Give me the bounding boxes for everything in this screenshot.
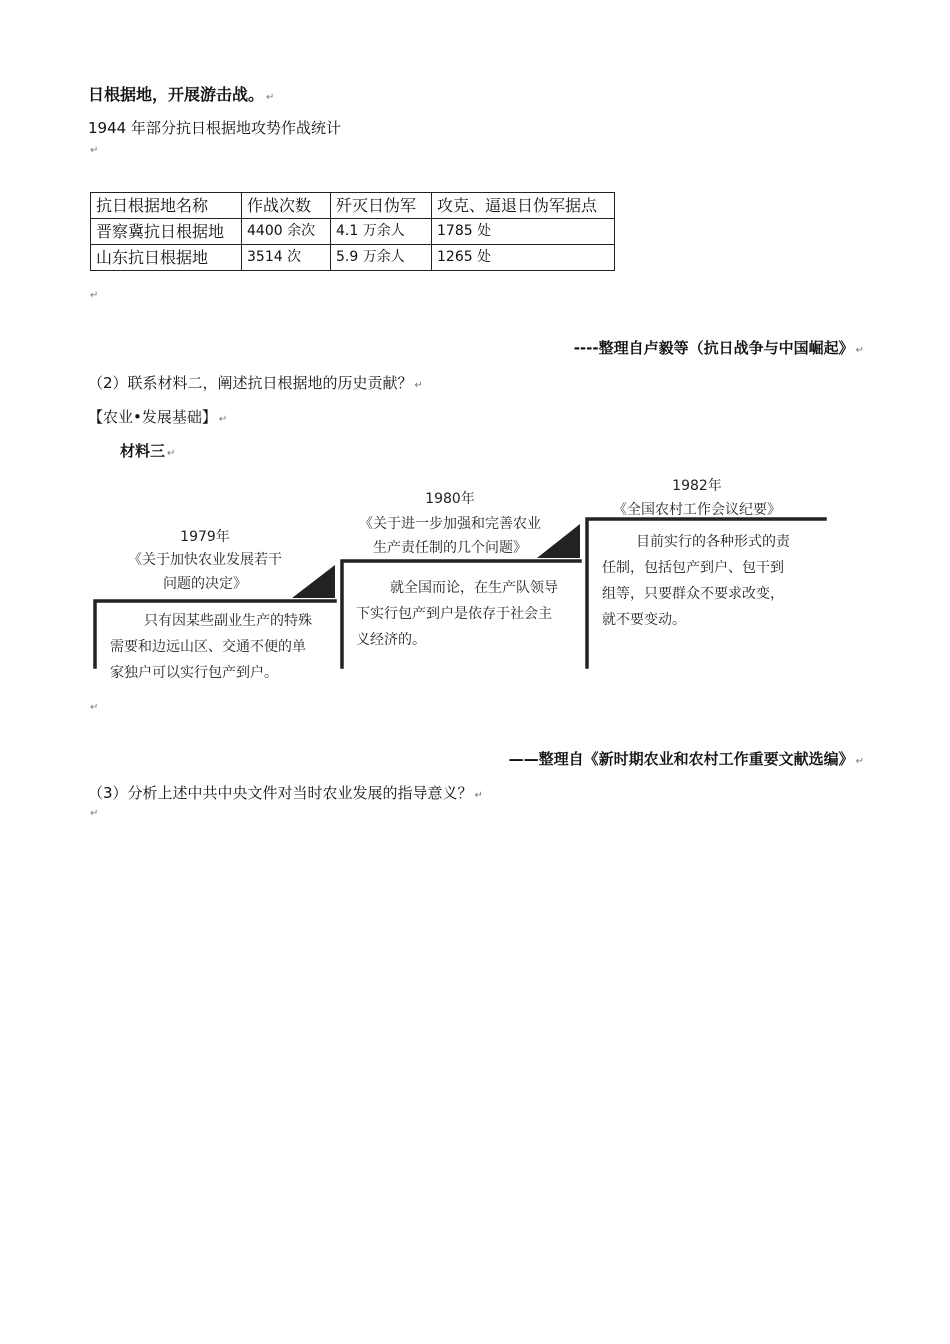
question-3: （3）分析上述中共中央文件对当时农业发展的指导意义？ ↵ [88, 784, 483, 802]
paragraph-mark: ↵ [90, 702, 99, 713]
source-citation-1: ----整理自卢毅等（抗日战争与中国崛起》 ↵ [573, 339, 864, 357]
paragraph-mark: ↵ [90, 145, 99, 156]
table-header-cell: 抗日根据地名称 [91, 193, 242, 219]
question-2: （2）联系材料二，阐述抗日根据地的历史贡献？ ↵ [88, 374, 423, 392]
table-cell: 晋察冀抗日根据地 [91, 219, 242, 245]
table-cell: 4.1 万余人 [331, 219, 432, 245]
timeline-text-1980: 就全国而论，在生产队领导 下实行包产到户是依存于社会主 义经济的。 [356, 580, 558, 648]
table-header-cell: 歼灭日伪军 [331, 193, 432, 219]
timeline-year-1980: 1980年 [425, 491, 475, 507]
material-3-label: 材料三 ↵ [120, 442, 176, 460]
table-cell: 山东抗日根据地 [91, 245, 242, 271]
table-header-cell: 攻克、逼退日伪军据点 [432, 193, 615, 219]
table-cell: 4400 余次 [242, 219, 331, 245]
timeline-title-1982: 《全国农村工作会议纪要》 [613, 502, 781, 518]
table-cell: 3514 次 [242, 245, 331, 271]
section-header: 【农业•发展基础】 ↵ [88, 408, 228, 426]
source-citation-2: ——整理自《新时期农业和农村工作重要文献选编》 ↵ [508, 750, 864, 768]
timeline-year-1979: 1979年 [180, 529, 230, 545]
table-header-cell: 作战次数 [242, 193, 331, 219]
intro-line: 日根据地，开展游击战。 ↵ [88, 85, 275, 104]
timeline-text-1979: 只有因某些副业生产的特殊 需要和边远山区、交通不便的单 家独户可以实行包产到户。 [110, 613, 312, 681]
paragraph-mark: ↵ [90, 290, 99, 301]
table-cell: 1265 处 [432, 245, 615, 271]
timeline-title-1980: 《关于进一步加强和完善农业 生产责任制的几个问题》 [359, 516, 541, 556]
paragraph-mark: ↵ [90, 808, 99, 819]
table-caption: 1944 年部分抗日根据地攻势作战统计 [88, 119, 341, 137]
table-cell: 5.9 万余人 [331, 245, 432, 271]
timeline-year-1982: 1982年 [672, 478, 722, 494]
timeline-text-1982: 目前实行的各种形式的责 任制，包括包产到户、包干到 组等，只要群众不要求改变， 就不要变动。 [602, 534, 790, 628]
table-cell: 1785 处 [432, 219, 615, 245]
timeline-title-1979: 《关于加快农业发展若干 问题的决定》 [128, 552, 282, 592]
